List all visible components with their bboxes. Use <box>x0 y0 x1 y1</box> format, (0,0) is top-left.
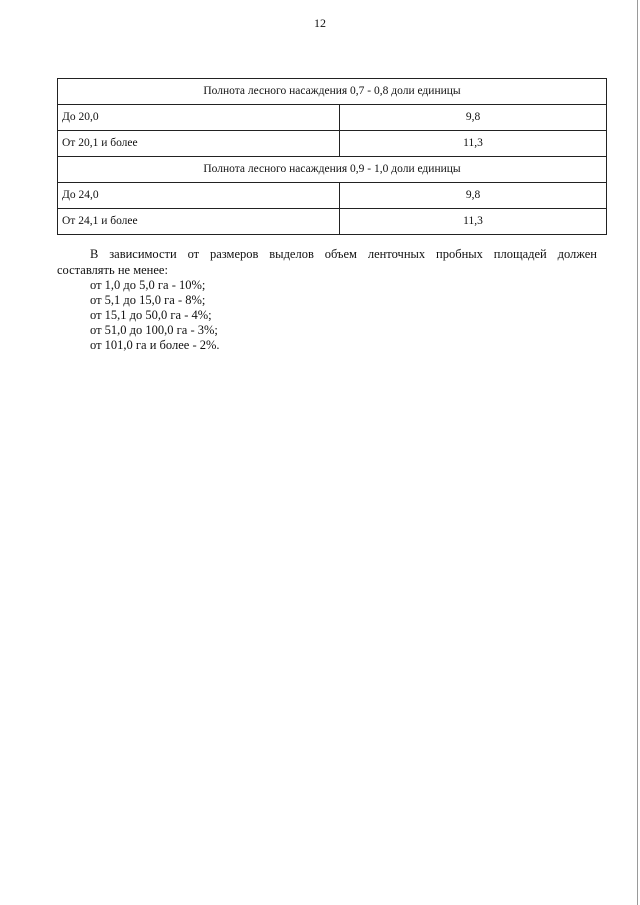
table-section-heading <box>58 79 607 105</box>
row-value: 9,8 <box>340 105 607 131</box>
row-label: До 24,0 <box>58 183 340 209</box>
table-row <box>58 183 607 209</box>
list-item: от 101,0 га и более - 2%. <box>90 338 220 352</box>
list-item: от 5,1 до 15,0 га - 8%; <box>90 293 206 307</box>
scan-edge-line <box>637 0 638 905</box>
table-row <box>58 209 607 235</box>
row-value: 11,3 <box>340 209 607 235</box>
table-section-heading <box>58 157 607 183</box>
page-number: 12 <box>314 16 326 30</box>
list-item: от 1,0 до 5,0 га - 10%; <box>90 278 206 292</box>
table-row <box>58 105 607 131</box>
list-item: от 15,1 до 50,0 га - 4%; <box>90 308 212 322</box>
section-heading-cell: Полнота лесного насаждения 0,7 - 0,8 доли единицы <box>58 79 607 105</box>
row-value: 11,3 <box>340 131 607 157</box>
row-label: От 20,1 и более <box>58 131 340 157</box>
paragraph-line-1: В зависимости от размеров выделов объем ленточных пробных площадей должен <box>90 247 597 261</box>
norms-table <box>57 78 607 235</box>
table-row <box>58 131 607 157</box>
section-heading-cell: Полнота лесного насаждения 0,9 - 1,0 доли единицы <box>58 157 607 183</box>
body-paragraph <box>57 246 597 353</box>
area-percent-list <box>57 278 597 353</box>
paragraph-line-2: составлять не менее: <box>57 263 168 277</box>
row-label: От 24,1 и более <box>58 209 340 235</box>
list-item: от 51,0 до 100,0 га - 3%; <box>90 323 218 337</box>
row-label: До 20,0 <box>58 105 340 131</box>
row-value: 9,8 <box>340 183 607 209</box>
